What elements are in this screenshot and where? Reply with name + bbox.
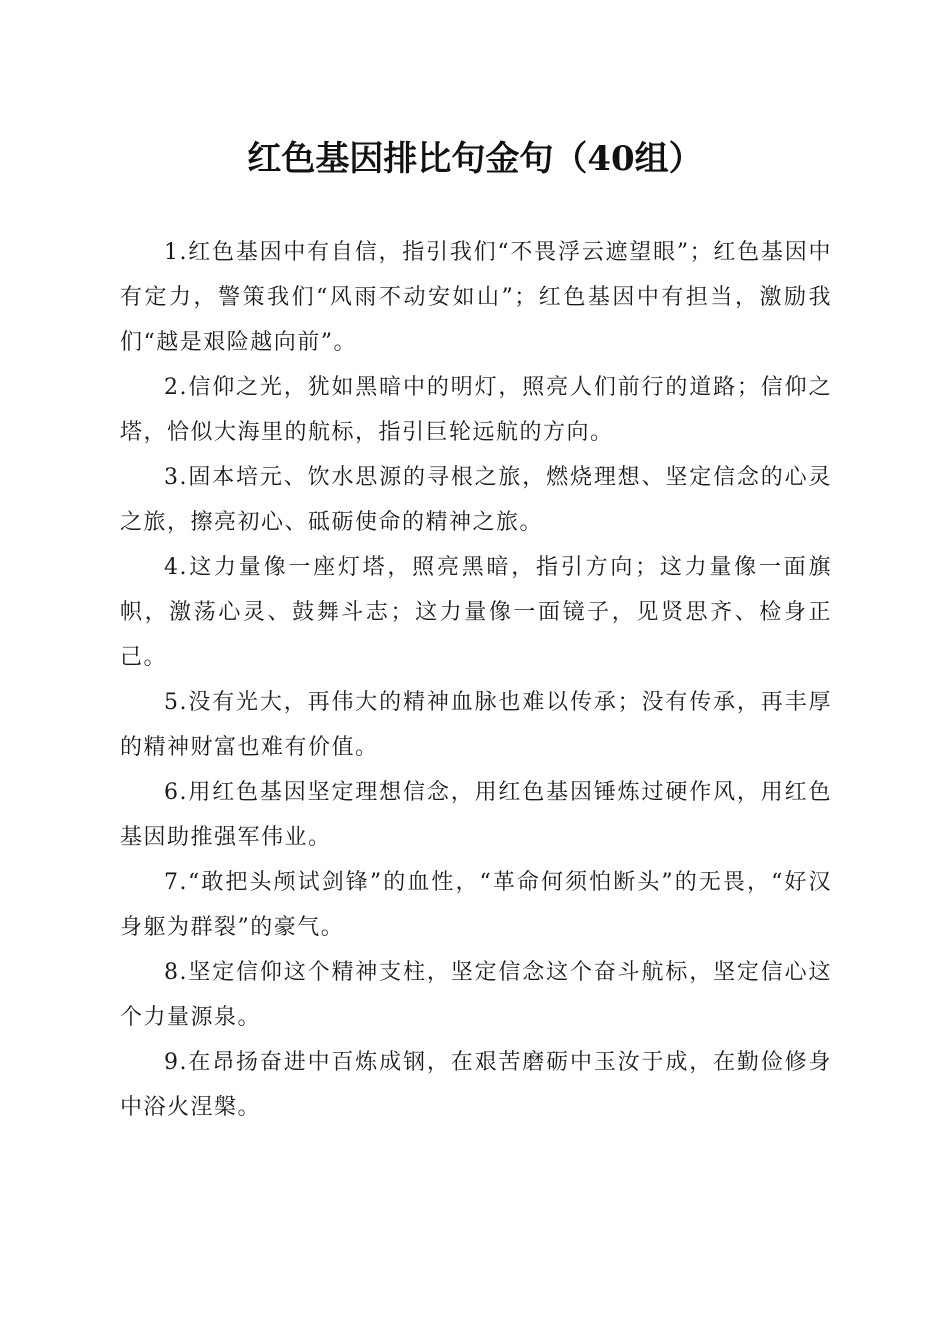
paragraph-2: 2.信仰之光，犹如黑暗中的明灯，照亮人们前行的道路；信仰之塔，恰似大海里的航标，指引巨轮远航的方向。: [120, 375, 832, 445]
document-title: 红色基因排比句金句（40组）: [247, 139, 703, 179]
paragraph-9: 9.在昂扬奋进中百炼成钢，在艰苦磨砺中玉汝于成，在勤俭修身中浴火涅槃。: [120, 1050, 832, 1120]
paragraph-7: 7.“敢把头颅试剑锋”的血性，“革命何须怕断头”的无畏，“好汉身躯为群裂”的豪气。: [120, 870, 832, 940]
paragraph-4: 4.这力量像一座灯塔，照亮黑暗，指引方向；这力量像一面旗帜，激荡心灵、鼓舞斗志；这力量像一面镜子，见贤思齐、检身正己。: [120, 555, 832, 670]
paragraph-1: 1.红色基因中有自信，指引我们“不畏浮云遮望眼”；红色基因中有定力，警策我们“风雨不动安如山”；红色基因中有担当，激励我们“越是艰险越向前”。: [120, 240, 832, 355]
paragraph-5: 5.没有光大，再伟大的精神血脉也难以传承；没有传承，再丰厚的精神财富也难有价值。: [120, 690, 832, 760]
document-body: [120, 230, 832, 1130]
paragraph-6: 6.用红色基因坚定理想信念，用红色基因锤炼过硬作风，用红色基因助推强军伟业。: [120, 780, 832, 850]
paragraph-8: 8.坚定信仰这个精神支柱，坚定信念这个奋斗航标，坚定信心这个力量源泉。: [120, 960, 832, 1030]
paragraph-3: 3.固本培元、饮水思源的寻根之旅，燃烧理想、坚定信念的心灵之旅，擦亮初心、砥砺使命的精神之旅。: [120, 465, 832, 535]
